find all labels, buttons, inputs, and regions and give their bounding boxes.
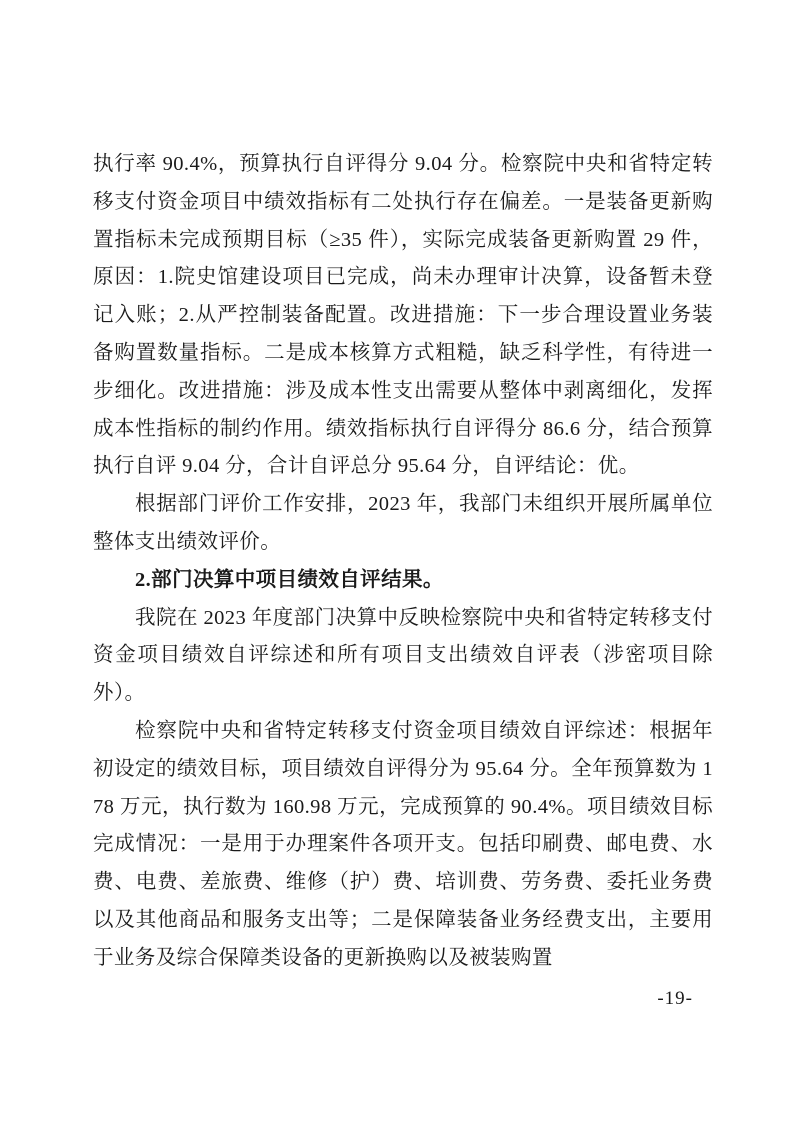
paragraph-continuation: 执行率 90.4%，预算执行自评得分 9.04 分。检察院中央和省特定转移支付资金项目中绩效指标有二处执行存在偏差。一是装备更新购置指标未完成预期目标（≥35 件），实际完成装备更新购置 29 件，原因：1.院史馆建设项目已完成，尚未办理审计决算，设备暂未登记入账；2.从严控制装备配置。改进措施：下一步合理设置业务装备购置数量指标。二是成本核算方式粗糙，缺乏科学性，有待进一步细化。改进措施：涉及成本性支出需要从整体中剥离细化，发挥成本性指标的制约作用。绩效指标执行自评得分 86.6 分，结合预算执行自评 9.04 分，合计自评总分 95.64 分，自评结论：优。	[93, 153, 713, 478]
page-number: -19-	[657, 988, 693, 1009]
paragraph: 根据部门评价工作安排，2023 年，我部门未组织开展所属单位整体支出绩效评价。	[93, 493, 713, 553]
paragraph: 我院在 2023 年度部门决算中反映检察院中央和省特定转移支付资金项目绩效自评综述和所有项目支出绩效自评表（涉密项目除外）。	[93, 606, 713, 705]
paragraph: 检察院中央和省特定转移支付资金项目绩效自评综述：根据年初设定的绩效目标，项目绩效自评得分为 95.64 分。全年预算数为 178 万元，执行数为 160.98 万元，完成预算的 90.4%。项目绩效目标完成情况：一是用于办理案件各项开支。包括印刷费、邮电费、水费、电费、差旅费、维修（护）费、培训费、劳务费、委托业务费以及其他商品和服务支出等；二是保障装备业务经费支出，主要用于业务及综合保障类设备的更新换购以及被装购置	[93, 719, 713, 969]
document-body	[93, 146, 713, 978]
section-heading: 2.部门决算中项目绩效自评结果。	[135, 568, 444, 591]
